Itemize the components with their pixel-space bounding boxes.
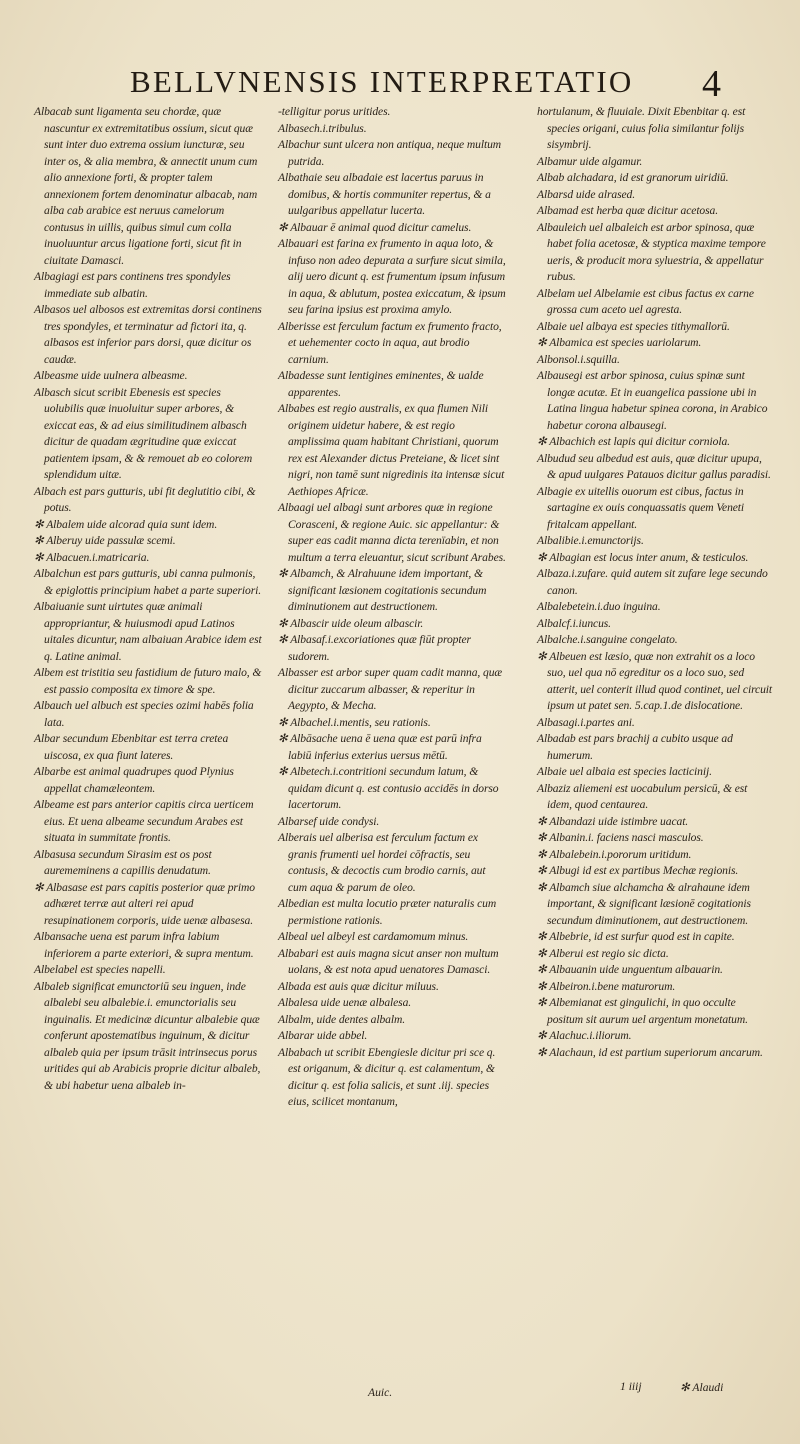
glossary-entry: Albagiagi est pars continens tres spondyles immediate sub albatin. <box>34 270 231 300</box>
glossary-entry: ✻ Albeiron.i.bene maturorum. <box>537 979 676 993</box>
glossary-entry: ✻ Albacuen.i.matricaria. <box>34 550 150 564</box>
glossary-entry: ✻ Albauanin uide unguentum albauarin. <box>537 963 723 976</box>
glossary-entry: ✻ Albandazi uide istimbre uacat. <box>537 814 689 828</box>
glossary-entry: Albasagi.i.partes ani. <box>537 715 635 729</box>
glossary-entry: Albabari est auis magna sicut anser non multum uolans, & est nota apud uenatores Damasci. <box>278 946 499 976</box>
glossary-entry: ✻ Alachaun, id est partium superiorum ancarum. <box>537 1045 763 1059</box>
glossary-entry: Albarsd uide alrased. <box>537 187 636 201</box>
glossary-entry: ✻ Albasaf.i.excoriationes quæ fiūt propter sudorem. <box>278 633 471 663</box>
glossary-entry: Alberais uel alberisa est ferculum factum ex granis frumenti uel hordei cōfractis, seu contusis, & decoctis cum brodio carnis, aut cum aqua & parum de oleo. <box>278 831 486 894</box>
glossary-entry: Albeal uel albeyl est cardamomum minus. <box>278 930 469 943</box>
glossary-entry: Albaie uel albaya est species tithymallorū. <box>537 319 730 333</box>
glossary-entry: Albathaie seu albadaie est lacertus paruus in domibus, & hortis communiter repertus, & a uulgaribus appellatur lucerta. <box>278 171 491 217</box>
glossary-entry: Albachur sunt ulcera non antiqua, neque multum putrida. <box>278 138 502 168</box>
glossary-entry: Albasos uel albosos est extremitas dorsi continens tres spondyles, et terminatur ad fictori ita, q. albasos est inferior pars dorsi, quæ dicitur os caudæ. <box>34 303 262 366</box>
folio-number: 4 <box>702 63 721 105</box>
glossary-entry: Albasch sicut scribit Ebenesis est species uolubilis quæ inuoluitur super arbores, & exiccat eas, & ad eius similitudinem albasch dicitur de quadam ægritudine quæ exiccat patientem ipsam, & & remouet ab eo colorem splendidum uitæ. <box>34 385 253 481</box>
glossary-entry: Albelam uel Albelamie est cibus factus ex carne grossa cum aceto uel agresta. <box>537 286 754 316</box>
glossary-entry: ✻ Albalebein.i.pororum uritidum. <box>537 847 692 861</box>
glossary-entry: ✻ Albeuen est læsio, quæ non extrahit os a loco suo, uel qua nō egreditur os a loco suo, sed atterit, uel conterit illud quod continet, uel circuit ipsum ut patet sen. 5.cap.1.de dislocatione. <box>537 649 773 712</box>
glossary-entry: ✻ Alachuc.i.iliorum. <box>537 1029 632 1042</box>
glossary-entry: ✻ Albanin.i. faciens nasci masculos. <box>537 831 704 844</box>
glossary-entry: hortulanum, & fluuiale. Dixit Ebenbitar q. est species origani, cuius folia similantur folijs sisymbrij. <box>537 105 746 151</box>
glossary-entry: Albaagi uel albagi sunt arbores quæ in regione Corasceni, & regione Auic. sic appellantur: & super eas cadit manna dicta terenïabin, et non multum a terra eleuantur, sicut scribunt Arabes. <box>278 501 506 564</box>
column-1 <box>34 104 262 1094</box>
glossary-entry: ✻ Alberuy uide passulæ scemi. <box>34 534 176 547</box>
glossary-entry: Albamad est herba quæ dicitur acetosa. <box>537 204 719 217</box>
glossary-entry: ✻ Albasase est pars capitis posterior quæ primo adhæret terræ aut alteri rei apud resupinationem corporis, uide uenæ albasesa. <box>34 880 255 927</box>
glossary-entry: Albeasme uide uulnera albeasme. <box>34 369 188 382</box>
glossary-entry: Albalibie.i.emunctorijs. <box>537 534 644 547</box>
glossary-entry: Albarbe est animal quadrupes quod Plynius appellat chamæleontem. <box>34 765 234 795</box>
glossary-entry: ✻ Albebrie, id est surfur quod est in capite. <box>537 930 735 943</box>
glossary-entry: ✻ Alberui est regio sic dicta. <box>537 946 669 960</box>
glossary-entry: ✻ Albachich est lapis qui dicitur corniola. <box>537 435 730 448</box>
glossary-entry: Albada est auis quæ dicitur miluus. <box>278 979 439 993</box>
glossary-entry: Albelabel est species napelli. <box>34 963 166 976</box>
glossary-entry: Albaie uel albaia est species lacticinij. <box>537 765 712 778</box>
column-2 <box>278 104 506 1111</box>
glossary-entry: Albadesse sunt lentigines eminentes, & ualde apparentes. <box>278 369 484 399</box>
glossary-entry: -telligitur porus uritides. <box>278 105 391 118</box>
glossary-entry: Albasser est arbor super quam cadit manna, quæ dicitur zuccarum albasser, & reperitur in Aegypto, & Mecha. <box>278 666 503 712</box>
glossary-entry: Albabes est regio australis, ex qua flumen Nili originem uidetur habere, & est regio amplissima quam habitant Christiani, quorum rex est Alexander dictus Preteiane, & licet sint nigri, non tamē sunt nigredinis ita intensæ sicut Aethiopes Africæ. <box>278 402 505 498</box>
glossary-entry: Albar secundum Ebenbitar est terra cretea uiscosa, ex qua fiunt lateres. <box>34 732 229 762</box>
glossary-entry: Albem est tristitia seu fastidium de futuro malo, & est passio composita ex timore & spe. <box>34 666 262 696</box>
signature-mark: 1 iiij <box>620 1380 642 1393</box>
glossary-entry: Albab alchadara, id est granorum uiridiū. <box>537 171 729 184</box>
glossary-entry: Albagie ex uitellis ouorum est cibus, factus in sartagine ex ouis conquassatis quem Veneti fritalcam appellant. <box>537 484 745 531</box>
glossary-entry: ✻ Albemianat est gingulichi, in quo occulte positum sit aurum uel argentum monetatum. <box>537 996 748 1026</box>
catchword-column-2: Auic. <box>368 1386 393 1399</box>
glossary-entry: Albudud seu albedud est auis, quæ dicitur upupa, & apud uulgares Patauos dicitur gallus paradisi. <box>537 451 771 481</box>
glossary-entry: Albansache uena est parum infra labium inferiorem a parte exteriori, & supra mentum. <box>34 930 254 960</box>
glossary-entry: Albabach ut scribit Ebengiesle dicitur pri sce q. est origanum, & dicitur q. est calamentum, & dicitur q. est folia salicis, et sunt .iij. species eius, scilicet montanum, <box>278 1045 496 1108</box>
glossary-entry: Albasusa secundum Sirasim est os post aurememinens a capillis denudatum. <box>34 847 212 877</box>
glossary-entry: Albedian est multa locutio præter naturalis cum permistione rationis. <box>278 897 497 927</box>
glossary-entry: ✻ Albāsache uena ē uena quæ est parū infra labiū inferius exterius uersus mētū. <box>278 732 482 762</box>
glossary-entry: Albach est pars gutturis, ubi fit deglutitio cibi, & potus. <box>34 484 256 514</box>
catchword-column-3: ✻ Alaudi <box>680 1381 724 1394</box>
glossary-entry: ✻ Albamica est species uariolarum. <box>537 336 702 349</box>
glossary-entry: Albalebetein.i.duo inguina. <box>537 600 661 613</box>
glossary-entry: Albausegi est arbor spinosa, cuius spinæ sunt longæ acutæ. Et in euangelica passione ubi in Latina lingua habetur spinea corona, in Arabico habetur corona albausegi. <box>537 369 768 432</box>
glossary-entry: Albaziz aliemeni est uocabulum persicū, & est idem, quod centaurea. <box>537 781 748 811</box>
glossary-entry: Alberisse est ferculum factum ex frumento fracto, et uehementer cocto in aqua, aut brodio carnium. <box>278 319 502 366</box>
glossary-entry: ✻ Albamch siue alchamcha & alrahaune idem important, & significant læsionē cogitationis secundum diminutionem, aut destructionem. <box>537 880 751 927</box>
glossary-entry: Albarsef uide condysi. <box>278 814 380 828</box>
running-title: BELLVNENSIS INTERPRETATIO <box>130 64 634 99</box>
glossary-entry: ✻ Albauar ē animal quod dicitur camelus. <box>278 220 472 234</box>
glossary-entry: Albacab sunt ligamenta seu chordæ, quæ nascuntur ex extremitatibus ossium, sicut quæ sunt inter duo extrema ossium iuncturæ, seu inter os, & alia membra, & annectit unum cum alio annexione forti, & propter talem annexionem fortem denominatur albacab, nam alba cab arabice est neruus camelorum contusus in uillis, quibus simul cum colla inuoluuntur arcus ligatione forti, sicut fit in ciuitate Damasci. <box>34 105 258 267</box>
glossary-entry: Albauleich uel albaleich est arbor spinosa, quæ habet folia acetosæ, & styptica maxime tempore ueris, & producit mora syluestria, & appellatur rubus. <box>537 220 766 283</box>
glossary-entry: Albalcf.i.iuncus. <box>537 616 611 630</box>
glossary-entry: ✻ Albagian est locus inter anum, & testiculos. <box>537 550 749 564</box>
glossary-entry: Albauari est farina ex frumento in aqua loto, & infuso non adeo depurata a surfure sicut simila, alij uero dicunt q. est frumentum ipsum infusum in aqua, & ablutum, postea exiccatum, & ipsum seu farina ipsius est proxima amylo. <box>278 237 506 316</box>
glossary-entry: Albamur uide algamur. <box>537 154 643 168</box>
glossary-entry: Albalchun est pars gutturis, ubi canna pulmonis, & epiglottis principium habet a parte superiori. <box>34 567 262 597</box>
glossary-entry: Albalm, uide dentes albalm. <box>278 1012 406 1026</box>
glossary-entry: Albauch uel albuch est species ozimi habēs folia lata. <box>34 699 254 729</box>
glossary-entry: Albonsol.i.squilla. <box>537 352 620 366</box>
glossary-entry: ✻ Albachel.i.mentis, seu rationis. <box>278 715 431 729</box>
glossary-entry: Albalesa uide uenæ albalesa. <box>278 996 412 1009</box>
glossary-entry: ✻ Albetech.i.contritioni secundum latum, & quidam dicunt q. est contusio accidēs in dorso lacertorum. <box>278 765 499 811</box>
glossary-entry: Albalche.i.sanguine congelato. <box>537 633 678 646</box>
glossary-entry: Albasech.i.tribulus. <box>278 121 367 135</box>
glossary-entry: Albeame est pars anterior capitis circa uerticem eius. Et uena albeame secundum Arabes est situata in summitate frontis. <box>34 798 254 844</box>
glossary-entry: ✻ Albalem uide alcorad quia sunt idem. <box>34 517 218 531</box>
glossary-entry: Albaza.i.zufare. quid autem sit zufare lege secundo canon. <box>537 567 768 597</box>
glossary-entry: Albaleb significat emunctoriū seu inguen, inde albalebi seu albalebie.i. emunctorialis seu inguinalis. Et medicinæ dicuntur albalebie quæ conferunt apostematibus inguinum, & dicitur albaleb quia per ipsum trāsit intrinsecus porus uritides qui ab Arabicis proprie dicitur albaleb, & ubi habetur uena albaleb in- <box>34 979 261 1092</box>
glossary-entry: Albarar uide abbel. <box>278 1029 368 1042</box>
glossary-entry: ✻ Albascir uide oleum albascir. <box>278 616 424 630</box>
column-3 <box>537 104 773 1061</box>
glossary-entry: ✻ Albamch, & Alrahuune idem important, & significant læsionem cogitationis secundum diminutionem aut destructionem. <box>278 567 487 613</box>
glossary-entry: Albaiuanie sunt uirtutes quæ animali appropriantur, & huiusmodi apud Latinos uitales dicuntur, nam albaiuan Arabice idem est q. Latine animal. <box>34 600 262 663</box>
glossary-entry: ✻ Albugi id est ex partibus Mechæ regionis. <box>537 864 739 877</box>
glossary-entry: Albadab est pars brachij a cubito usque ad humerum. <box>537 732 733 762</box>
